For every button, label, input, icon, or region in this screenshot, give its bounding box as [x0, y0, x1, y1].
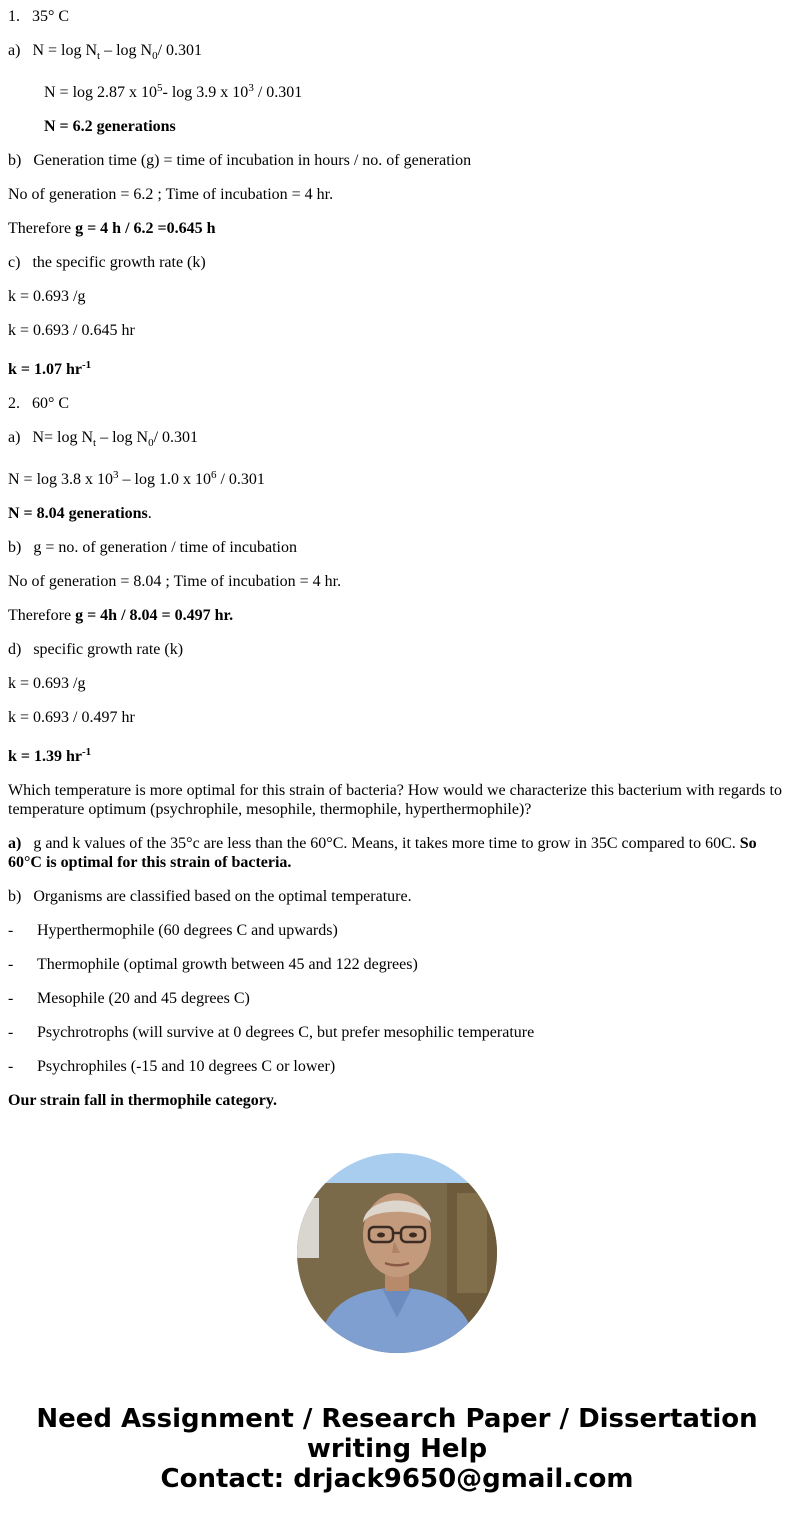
- class-item: - Psychrotrophs (will survive at 0 degrees C, but prefer mesophilic temperature: [8, 1024, 535, 1041]
- s1-a-formula: a) $N = \log N_t - \log N_0/$ 0.301: [8, 42, 203, 62]
- s2-a-substitution: N = log 3.8 x $10^3$ – log 1.0 x $10^6 / 0.301$: [8, 469, 265, 488]
- s2-b-values: No of generation = 8.04 ; Time of incubation = 4 hr.: [8, 573, 342, 590]
- question-text: Which temperature is more optimal for this strain of bacteria? How would we characterize this bacterium with regards to temperature optimum (psychrophile, mesophile, thermophile, hyperthermophile)?: [8, 782, 782, 818]
- author-photo: [297, 1153, 497, 1353]
- conclusion: Our strain fall in thermophile category.: [8, 1092, 278, 1109]
- class-item: - Mesophile (20 and 45 degrees C): [8, 990, 250, 1007]
- s2-b-definition: b) g = no. of generation / time of incubation: [8, 539, 297, 556]
- section-2-heading: 2. 60° C: [8, 395, 70, 412]
- s1-c-formula: k = 0.693 /g: [8, 288, 86, 305]
- promo-banner: [0, 1404, 794, 1494]
- s2-a-result: N = 8.04 generations.: [8, 505, 152, 522]
- s2-d-substitution: k = 0.693 / 0.497 hr: [8, 709, 135, 726]
- promo-contact: Contact: drjack9650@gmail.com: [160, 1464, 634, 1494]
- section-1-heading: 1. 35° C: [8, 8, 70, 25]
- s1-c-substitution: k = 0.693 / 0.645 hr: [8, 322, 135, 339]
- s2-b-result: Therefore g = 4h / 8.04 = 0.497 hr.: [8, 607, 234, 624]
- s2-d-title: d) specific growth rate (k): [8, 641, 184, 658]
- s1-c-title: c) the specific growth rate (k): [8, 254, 206, 271]
- solution-document: [8, 5, 786, 1110]
- promo-line-2: writing Help: [306, 1434, 488, 1464]
- s1-a-result: N = 6.2 generations: [44, 118, 176, 135]
- class-item: - Hyperthermophile (60 degrees C and upwards): [8, 922, 338, 939]
- s1-b-values: No of generation = 6.2 ; Time of incubation = 4 hr.: [8, 186, 334, 203]
- s1-b-result: Therefore g = 4 h / 6.2 =0.645 h: [8, 220, 216, 237]
- s1-a-substitution: N = log 2.87 x $10^5-$ log 3.9 x $10^3 / 0.301$: [44, 82, 303, 101]
- s2-d-formula: k = 0.693 /g: [8, 675, 86, 692]
- s1-b-definition: b) Generation time (g) = time of incubation in hours / no. of generation: [8, 152, 472, 169]
- class-item: - Psychrophiles (-15 and 10 degrees C or lower): [8, 1058, 336, 1075]
- s2-d-result: k = 1.39 $hr^{-1}$: [8, 746, 92, 765]
- class-item: - Thermophile (optimal growth between 45 and 122 degrees): [8, 956, 418, 973]
- promo-line-1: Need Assignment / Research Paper / Dissertation: [36, 1404, 758, 1434]
- answer-a: a) g and k values of the 35°c are less than the 60°C. Means, it takes more time to grow in 35C compared to 60C. So 60°C is optimal for this strain of bacteria.: [8, 835, 757, 871]
- s1-c-result: k = 1.07 $hr^{-1}$: [8, 359, 92, 378]
- s2-a-formula: a) $N= \log N_t - \log N_0/$ 0.301: [8, 429, 199, 449]
- answer-b: b) Organisms are classified based on the optimal temperature.: [8, 888, 412, 905]
